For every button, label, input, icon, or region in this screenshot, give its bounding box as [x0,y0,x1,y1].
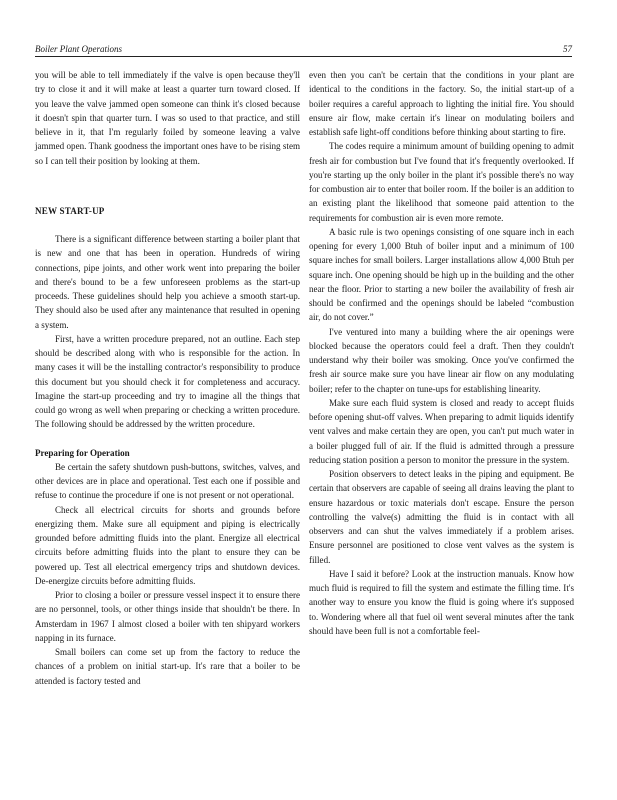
paragraph-blocked-openings: I've ventured into many a building where the air openings were blocked because the operators could feel a draft. Then they couldn't understand why their boiler was smoking. Once you've confirmed the fresh air source make sure you have linear air flow on any modulating boiler; refer to the chapter on tune-ups for establishing linearity. [309,326,574,394]
section-heading-new-startup: NEW START-UP [35,205,105,216]
paragraph-opening-rule: A basic rule is two openings consisting of one square inch in each opening for every 1,000 Btuh of boiler input and a minimum of 100 square inches for small boilers. Larger installations allow 4,000 Btuh per square inch. One opening should be high up in the building and the other near the floor. Prior to starting a new boiler the availability of fresh air should be confirmed and the openings should be labeled “combustion air, do not cover.” [309,226,574,323]
page-number: 57 [563,44,572,54]
running-header [35,42,572,57]
paragraph-valve-position: you will be able to tell immediately if the valve is open because they'll try to close it and it will make at least a quarter turn toward closed. If you leave the valve jammed open someone can think it's closed because it doesn't spin that quarter turn. I was so used to that practice, and still believe in it, that I'm regularly foiled by someone leaving a valve jammed open. Thank goodness the important ones have to be rising stem so I can tell their position by looking at them. [35,70,300,166]
subheading-preparing-for-operation: Preparing for Operation [35,447,130,458]
left-column [35,68,300,688]
paragraph-new-vs-existing: There is a significant difference between starting a boiler plant that is new and one that has been in operation. Hundreds of wiring connections, pipe joints, and other work went into preparing the boiler and there's bound to be a few unforeseen problems as the start-up proceeds. These guidelines should help you achieve a smooth start-up. They should also be used after any maintenance that resulted in opening a system. [35,234,300,330]
paragraph-leak-observers: Position observers to detect leaks in the piping and equipment. Be certain that observers are capable of seeing all drains leaving the plant to ensure hazardous or toxic materials don't escape. Ensure the person controlling the valve(s) admitting the fluid is in contact with all observers and can shut the valves immediately if a problem arises. Ensure personnel are positioned to close vent valves as the system is filled. [309,469,574,565]
paragraph-written-procedure: First, have a written procedure prepared, not an outline. Each step should be described along with who is responsible for the action. In many cases it will be the installing contractor's responsibility to produce this document but you should check it for completeness and accuracy. Imagine the start-up proceeding and try to imagine all the things that could go wrong as well when preparing or checking a written procedure. The following should be addressed by the written procedure. [35,333,300,430]
paragraph-small-boilers: Small boilers can come set up from the factory to reduce the chances of a problem on initial start-up. It's rare that a boiler to be attended is factory tested and [35,647,300,686]
paragraph-instruction-manuals: Have I said it before? Look at the instruction manuals. Know how much fluid is required to fill the system and estimate the filling time. It's another way to ensure you know the fluid is going where it's supposed to. Wondering where all that fuel oil went several minutes after the tank should have been full is not a comfortable feel- [309,568,574,636]
paragraph-initial-fire: even then you can't be certain that the conditions in your plant are identical to the conditions in the factory. So, the initial start-up of a boiler requires a careful approach to lighting the initial fire. You should ensure air flow, make certain it's linear on modulating boilers and establish safe light-off conditions before thinking about starting to fire. [309,70,574,137]
paragraph-safety-devices: Be certain the safety shutdown push-buttons, switches, valves, and other devices are in place and operational. Test each one if possible and refuse to continue the procedure if one is not present or not operational. [35,461,300,501]
paragraph-closing-vessel: Prior to closing a boiler or pressure vessel inspect it to ensure there are no personnel, tools, or other things inside that shouldn't be there. In Amsterdam in 1967 I almost closed a boiler with ten shipyard workers napping in its furnace. [35,590,300,643]
paragraph-electrical-circuits: Check all electrical circuits for shorts and grounds before energizing them. Make sure all equipment and piping is electrically grounded before admitting fluids into the plant. Energize all electrical circuits before admitting fluids into the plant to ensure they can be powered up. Test all electrical emergency trips and shutdown devices. De-energize circuits before admitting fluids. [35,504,300,586]
paragraph-fluid-systems: Make sure each fluid system is closed and ready to accept fluids before opening shut-off valves. When preparing to admit liquids identify vent valves and make certain they are open, you can't put much water in a boiler plugged full of air. If the fluid is admitted through a pressure reducing station position a person to monitor the pressure in the system. [309,397,574,465]
running-title: Boiler Plant Operations [35,44,122,54]
paragraph-combustion-air-codes: The codes require a minimum amount of building opening to admit fresh air for combustion but I've found that it's frequently overlooked. If you're starting up the only boiler in the plant it's possible there's no way for combustion air to enter that boiler room. If the boiler is an addition to an existing plant the likelihood that someone paid attention to the requirements for combustion air is even more remote. [309,141,574,223]
right-column [309,68,574,638]
